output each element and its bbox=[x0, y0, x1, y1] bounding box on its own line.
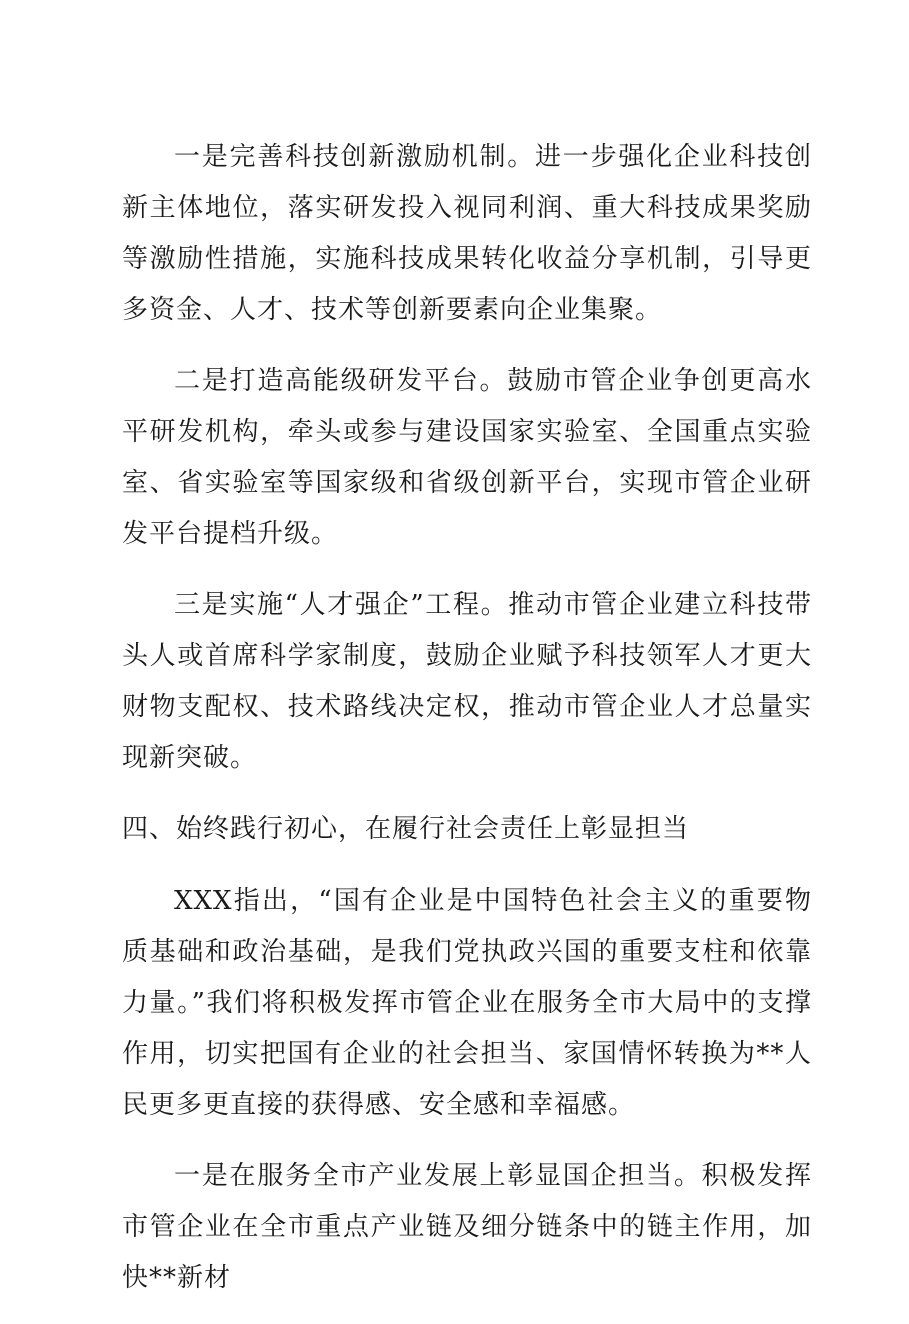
paragraph-soe-quote: XXX指出，“国有企业是中国特色社会主义的重要物质基础和政治基础，是我们党执政兴国的重要支柱和依靠力量。”我们将积极发挥市管企业在服务全市大局中的支撑作用，切实把国有企业的社会担当、家国情怀转换为**人民更多更直接的获得感、安全感和幸福感。 bbox=[122, 886, 812, 1120]
paragraph-tech-incentive: 一是完善科技创新激励机制。进一步强化企业科技创新主体地位，落实研发投入视同利润、重大科技成果奖励等激励性措施，实施科技成果转化收益分享机制，引导更多资金、人才、技术等创新要素向企业集聚。 bbox=[122, 142, 812, 325]
section-heading-social-responsibility: 四、始终践行初心，在履行社会责任上彰显担当 bbox=[122, 814, 690, 844]
paragraph-industry-development: 一是在服务全市产业发展上彰显国企担当。积极发挥市管企业在全市重点产业链及细分链条中的链主作用，加快**新材 bbox=[122, 1161, 812, 1293]
document-body bbox=[122, 132, 812, 1324]
paragraph-talent-project: 三是实施“人才强企”工程。推动市管企业建立科技带头人或首席科学家制度，鼓励企业赋予科技领军人才更大财物支配权、技术路线决定权，推动市管企业人才总量实现新突破。 bbox=[122, 590, 812, 773]
paragraph-rd-platform: 二是打造高能级研发平台。鼓励市管企业争创更高水平研发机构，牵头或参与建设国家实验室、全国重点实验室、省实验室等国家级和省级创新平台，实现市管企业研发平台提档升级。 bbox=[122, 366, 812, 549]
